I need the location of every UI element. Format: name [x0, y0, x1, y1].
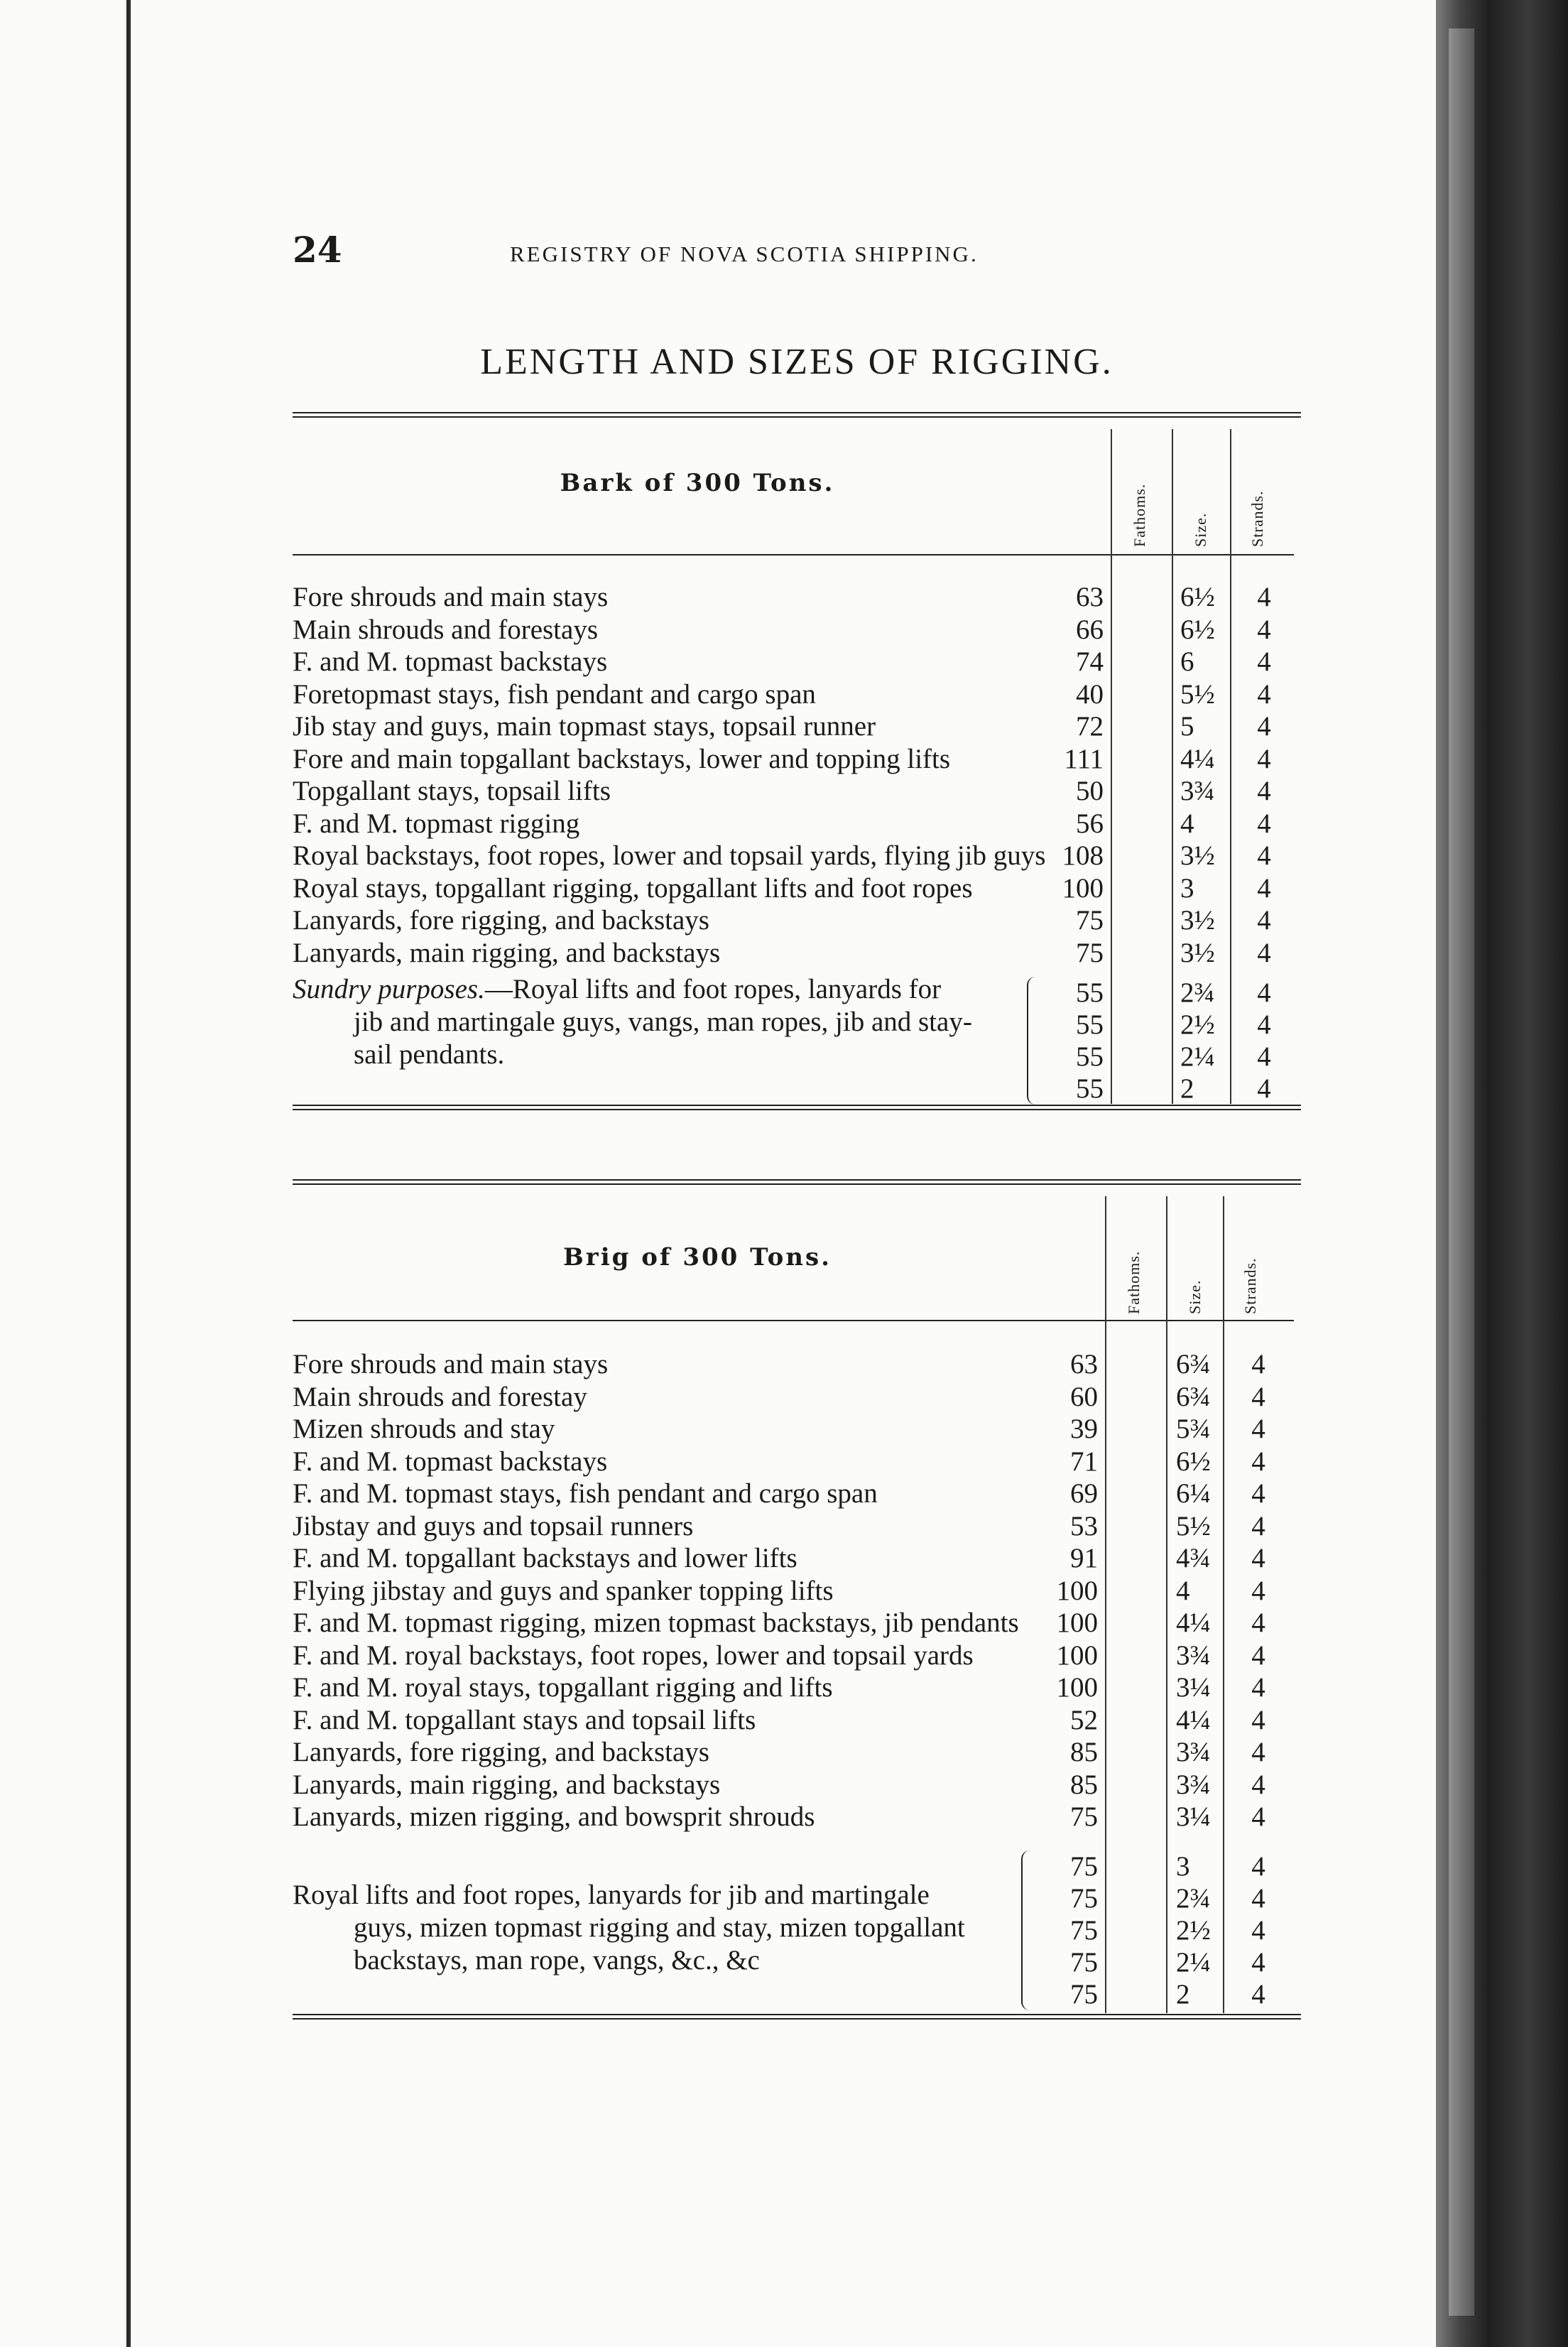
scan-right-strip: [1449, 28, 1474, 2316]
row-description: F. and M. topmast stays, fish pendant and cargo span: [293, 1478, 878, 1509]
table-row: [293, 1914, 1301, 1947]
row-size: 6½: [1180, 582, 1215, 612]
bark-bottom-rule: [293, 1105, 1301, 1110]
brig-top-rule: [293, 1179, 1301, 1185]
table-row: [293, 1769, 1301, 1801]
row-strands: 4: [1251, 1704, 1265, 1735]
row-size: 2: [1180, 1073, 1194, 1104]
table-row: [293, 1510, 1301, 1543]
row-strands: 4: [1251, 1575, 1265, 1606]
brig-col-size: Size.: [1186, 1279, 1204, 1314]
bark-sundry-line-1: —Royal lifts and foot ropes, lanyards for: [484, 974, 942, 1004]
table-row: [293, 1801, 1301, 1833]
table-row: [293, 1413, 1301, 1446]
row-size: 5½: [1180, 678, 1215, 710]
table-row: [293, 977, 1301, 1009]
row-fathoms: 100: [1056, 1575, 1098, 1606]
row-strands: 4: [1251, 1801, 1265, 1832]
row-description: F. and M. topmast backstays: [293, 646, 608, 677]
brig-title: Brig of 300 Tons.: [563, 1243, 832, 1272]
row-size: 3½: [1180, 905, 1215, 936]
row-strands: 4: [1257, 678, 1271, 710]
row-size: 3¾: [1176, 1769, 1211, 1800]
table-row: [293, 1946, 1301, 1979]
row-fathoms: 100: [1056, 1608, 1098, 1638]
row-strands: 4: [1251, 1737, 1265, 1767]
brig-sundry-line-3: backstays, man rope, vangs, &c., &c: [354, 1945, 760, 1975]
row-strands: 4: [1251, 1915, 1265, 1946]
row-size: 2½: [1180, 1009, 1215, 1040]
row-size: 3: [1176, 1851, 1190, 1882]
row-description: Flying jibstay and guys and spanker topping lifts: [293, 1575, 834, 1606]
row-description: Fore shrouds and main stays: [293, 582, 609, 612]
bark-sundry-label: Sundry purposes.: [293, 974, 485, 1004]
row-fathoms: 52: [1070, 1704, 1098, 1735]
row-strands: 4: [1257, 840, 1271, 871]
row-fathoms: 66: [1076, 614, 1104, 645]
running-title: REGISTRY OF NOVA SCOTIA SHIPPING.: [510, 242, 979, 266]
row-size: 3¾: [1180, 776, 1215, 806]
row-description: Mizen shrouds and stay: [293, 1414, 555, 1444]
row-size: 3¾: [1176, 1737, 1211, 1767]
row-description: F. and M. topmast rigging: [293, 808, 580, 839]
row-strands: 4: [1251, 1543, 1265, 1573]
row-fathoms: 75: [1076, 937, 1104, 968]
row-fathoms: 63: [1076, 582, 1104, 612]
row-size: 6¾: [1176, 1381, 1211, 1412]
row-strands: 4: [1257, 646, 1271, 677]
brig-bottom-rule: [293, 2014, 1301, 2020]
table-row: [293, 581, 1301, 614]
row-fathoms: 69: [1070, 1478, 1098, 1509]
table-row: [293, 1736, 1301, 1769]
row-size: 2¼: [1176, 1947, 1211, 1978]
row-strands: 4: [1257, 1041, 1271, 1072]
row-fathoms: 75: [1070, 1979, 1098, 2010]
row-fathoms: 111: [1064, 743, 1104, 774]
row-strands: 4: [1251, 1851, 1265, 1882]
row-description: Lanyards, fore rigging, and backstays: [293, 905, 709, 936]
table-row: [293, 808, 1301, 840]
row-strands: 4: [1251, 1947, 1265, 1978]
page-number: 24: [293, 229, 342, 271]
row-size: 3¾: [1176, 1639, 1211, 1671]
row-strands: 4: [1251, 1349, 1265, 1380]
table-row: [293, 646, 1301, 678]
row-fathoms: 39: [1070, 1414, 1098, 1444]
row-strands: 4: [1257, 776, 1271, 806]
brace-icon: [1027, 977, 1035, 1105]
row-strands: 4: [1251, 1672, 1265, 1703]
bark-sundry-line-2: jib and martingale guys, vangs, man ropes, jib and stay-: [354, 1007, 972, 1037]
row-fathoms: 50: [1076, 776, 1104, 806]
row-fathoms: 75: [1070, 1915, 1098, 1946]
row-description: F. and M. topgallant backstays and lower lifts: [293, 1543, 797, 1573]
row-strands: 4: [1257, 872, 1271, 904]
row-strands: 4: [1257, 614, 1271, 645]
row-description: Foretopmast stays, fish pendant and cargo span: [293, 678, 816, 710]
row-size: 5: [1180, 711, 1194, 742]
table-row: [293, 1542, 1301, 1575]
bark-header-rule: [293, 554, 1294, 555]
bark-table: [293, 412, 1301, 1122]
brig-col-fathoms: Fathoms.: [1125, 1250, 1143, 1314]
row-fathoms: 55: [1076, 977, 1104, 1008]
row-fathoms: 100: [1056, 1672, 1098, 1703]
row-description: Lanyards, main rigging, and backstays: [293, 937, 721, 968]
row-fathoms: 91: [1070, 1543, 1098, 1573]
row-fathoms: 75: [1076, 905, 1104, 936]
table-row: [293, 1009, 1301, 1041]
table-row: [293, 743, 1301, 776]
row-fathoms: 63: [1070, 1349, 1098, 1380]
table-row: [293, 1978, 1301, 2011]
row-size: 2¾: [1180, 977, 1215, 1008]
row-description: Main shrouds and forestays: [293, 614, 599, 645]
row-description: F. and M. topgallant stays and topsail lifts: [293, 1704, 756, 1735]
table-row: [293, 1446, 1301, 1478]
row-size: 3¼: [1176, 1801, 1211, 1832]
row-strands: 4: [1251, 1446, 1265, 1477]
row-fathoms: 55: [1076, 1041, 1104, 1072]
row-strands: 4: [1251, 1639, 1265, 1671]
row-description: Fore shrouds and main stays: [293, 1349, 609, 1380]
row-fathoms: 71: [1070, 1446, 1098, 1477]
row-description: Jibstay and guys and topsail runners: [293, 1510, 694, 1541]
table-row: [293, 1073, 1301, 1105]
row-size: 4¾: [1176, 1543, 1211, 1573]
row-description: Main shrouds and forestay: [293, 1381, 587, 1412]
table-row: [293, 710, 1301, 743]
table-row: [293, 1671, 1301, 1704]
row-description: Topgallant stays, topsail lifts: [293, 776, 611, 806]
bark-col-fathoms: Fathoms.: [1131, 483, 1148, 547]
table-row: [293, 840, 1301, 872]
row-size: 2¼: [1180, 1041, 1215, 1072]
row-strands: 4: [1251, 1769, 1265, 1800]
row-size: 6½: [1180, 614, 1215, 645]
row-fathoms: 72: [1076, 711, 1104, 742]
table-row: [293, 1704, 1301, 1737]
table-row: [293, 1478, 1301, 1510]
row-fathoms: 85: [1070, 1737, 1098, 1767]
row-size: 3: [1180, 872, 1194, 904]
bark-title: Bark of 300 Tons.: [560, 469, 835, 497]
bark-top-rule: [293, 412, 1301, 418]
row-strands: 4: [1257, 1073, 1271, 1104]
row-size: 4: [1176, 1575, 1190, 1606]
row-fathoms: 55: [1076, 1009, 1104, 1040]
bark-col-size: Size.: [1192, 512, 1209, 547]
row-strands: 4: [1251, 1883, 1265, 1914]
row-strands: 4: [1251, 1478, 1265, 1509]
table-row: [293, 1041, 1301, 1073]
row-size: 4¼: [1180, 743, 1215, 774]
row-description: F. and M. topmast rigging, mizen topmast backstays, jib pendants: [293, 1608, 1019, 1638]
table-row: [293, 1348, 1301, 1381]
row-fathoms: 108: [1062, 840, 1104, 871]
row-description: Lanyards, mizen rigging, and bowsprit shrouds: [293, 1801, 815, 1832]
row-strands: 4: [1251, 1414, 1265, 1444]
row-fathoms: 100: [1056, 1639, 1098, 1671]
row-description: Royal backstays, foot ropes, lower and topsail yards, flying jib guys: [293, 840, 1046, 871]
table-row: [293, 1882, 1301, 1915]
row-fathoms: 74: [1076, 646, 1104, 677]
bark-col-strands: Strands.: [1248, 490, 1266, 547]
table-row: [293, 872, 1301, 905]
row-size: 6¼: [1176, 1478, 1211, 1509]
row-size: 2¾: [1176, 1883, 1211, 1914]
row-fathoms: 75: [1070, 1947, 1098, 1978]
row-fathoms: 85: [1070, 1769, 1098, 1800]
row-fathoms: 53: [1070, 1510, 1098, 1541]
row-description: Fore and main topgallant backstays, lower and topping lifts: [293, 743, 951, 774]
row-strands: 4: [1257, 582, 1271, 612]
table-row: [293, 1575, 1301, 1608]
brig-col-strands: Strands.: [1241, 1257, 1259, 1314]
row-fathoms: 75: [1070, 1883, 1098, 1914]
row-size: 4: [1180, 808, 1194, 839]
row-strands: 4: [1257, 743, 1271, 774]
row-size: 6¾: [1176, 1349, 1211, 1380]
row-size: 4¼: [1176, 1704, 1211, 1735]
row-description: Royal stays, topgallant rigging, topgallant lifts and foot ropes: [293, 872, 973, 904]
brace-icon: [1021, 1850, 1030, 2010]
table-row: [293, 614, 1301, 646]
table-row: [293, 775, 1301, 808]
row-fathoms: 55: [1076, 1073, 1104, 1104]
row-size: 2½: [1176, 1915, 1211, 1946]
row-strands: 4: [1257, 977, 1271, 1008]
row-strands: 4: [1251, 1608, 1265, 1638]
row-fathoms: 40: [1076, 678, 1104, 710]
row-size: 6: [1180, 646, 1194, 677]
row-description: Lanyards, main rigging, and backstays: [293, 1769, 721, 1800]
row-size: 5¾: [1176, 1414, 1211, 1444]
row-description: F. and M. topmast backstays: [293, 1446, 608, 1477]
table-row: [293, 1850, 1301, 1883]
row-description: Lanyards, fore rigging, and backstays: [293, 1737, 709, 1767]
row-description: F. and M. royal stays, topgallant rigging and lifts: [293, 1672, 833, 1703]
row-strands: 4: [1251, 1381, 1265, 1412]
table-row: [293, 678, 1301, 711]
table-row: [293, 1381, 1301, 1414]
main-title: LENGTH AND SIZES OF RIGGING.: [480, 342, 1114, 382]
row-description: F. and M. royal backstays, foot ropes, lower and topsail yards: [293, 1639, 974, 1671]
brig-sundry-line-1: Royal lifts and foot ropes, lanyards for jib and martingale: [293, 1880, 930, 1910]
table-row: [293, 937, 1301, 970]
row-fathoms: 56: [1076, 808, 1104, 839]
row-strands: 4: [1257, 905, 1271, 936]
row-fathoms: 75: [1070, 1801, 1098, 1832]
row-size: 2: [1176, 1979, 1190, 2010]
table-row: [293, 1607, 1301, 1639]
brig-table: [293, 1179, 1301, 2032]
brig-header-rule: [293, 1320, 1294, 1321]
row-size: 4¼: [1176, 1608, 1211, 1638]
row-description: Jib stay and guys, main topmast stays, topsail runner: [293, 711, 876, 742]
row-size: 6½: [1176, 1446, 1211, 1477]
bark-sundry-line-3: sail pendants.: [354, 1039, 505, 1070]
running-head: [293, 229, 1301, 271]
row-size: 3½: [1180, 937, 1215, 968]
table-row: [293, 1639, 1301, 1672]
table-row: [293, 904, 1301, 937]
row-strands: 4: [1251, 1979, 1265, 2010]
row-strands: 4: [1257, 937, 1271, 968]
row-size: 3½: [1180, 840, 1215, 871]
row-fathoms: 60: [1070, 1381, 1098, 1412]
row-strands: 4: [1257, 808, 1271, 839]
brig-sundry-line-2: guys, mizen topmast rigging and stay, mizen topgallant: [354, 1912, 965, 1943]
row-strands: 4: [1257, 1009, 1271, 1040]
row-strands: 4: [1251, 1510, 1265, 1541]
scan-left-margin: [0, 0, 124, 2347]
row-strands: 4: [1257, 711, 1271, 742]
row-fathoms: 75: [1070, 1851, 1098, 1882]
row-size: 3¼: [1176, 1672, 1211, 1703]
row-fathoms: 100: [1062, 872, 1104, 904]
row-size: 5½: [1176, 1510, 1211, 1541]
